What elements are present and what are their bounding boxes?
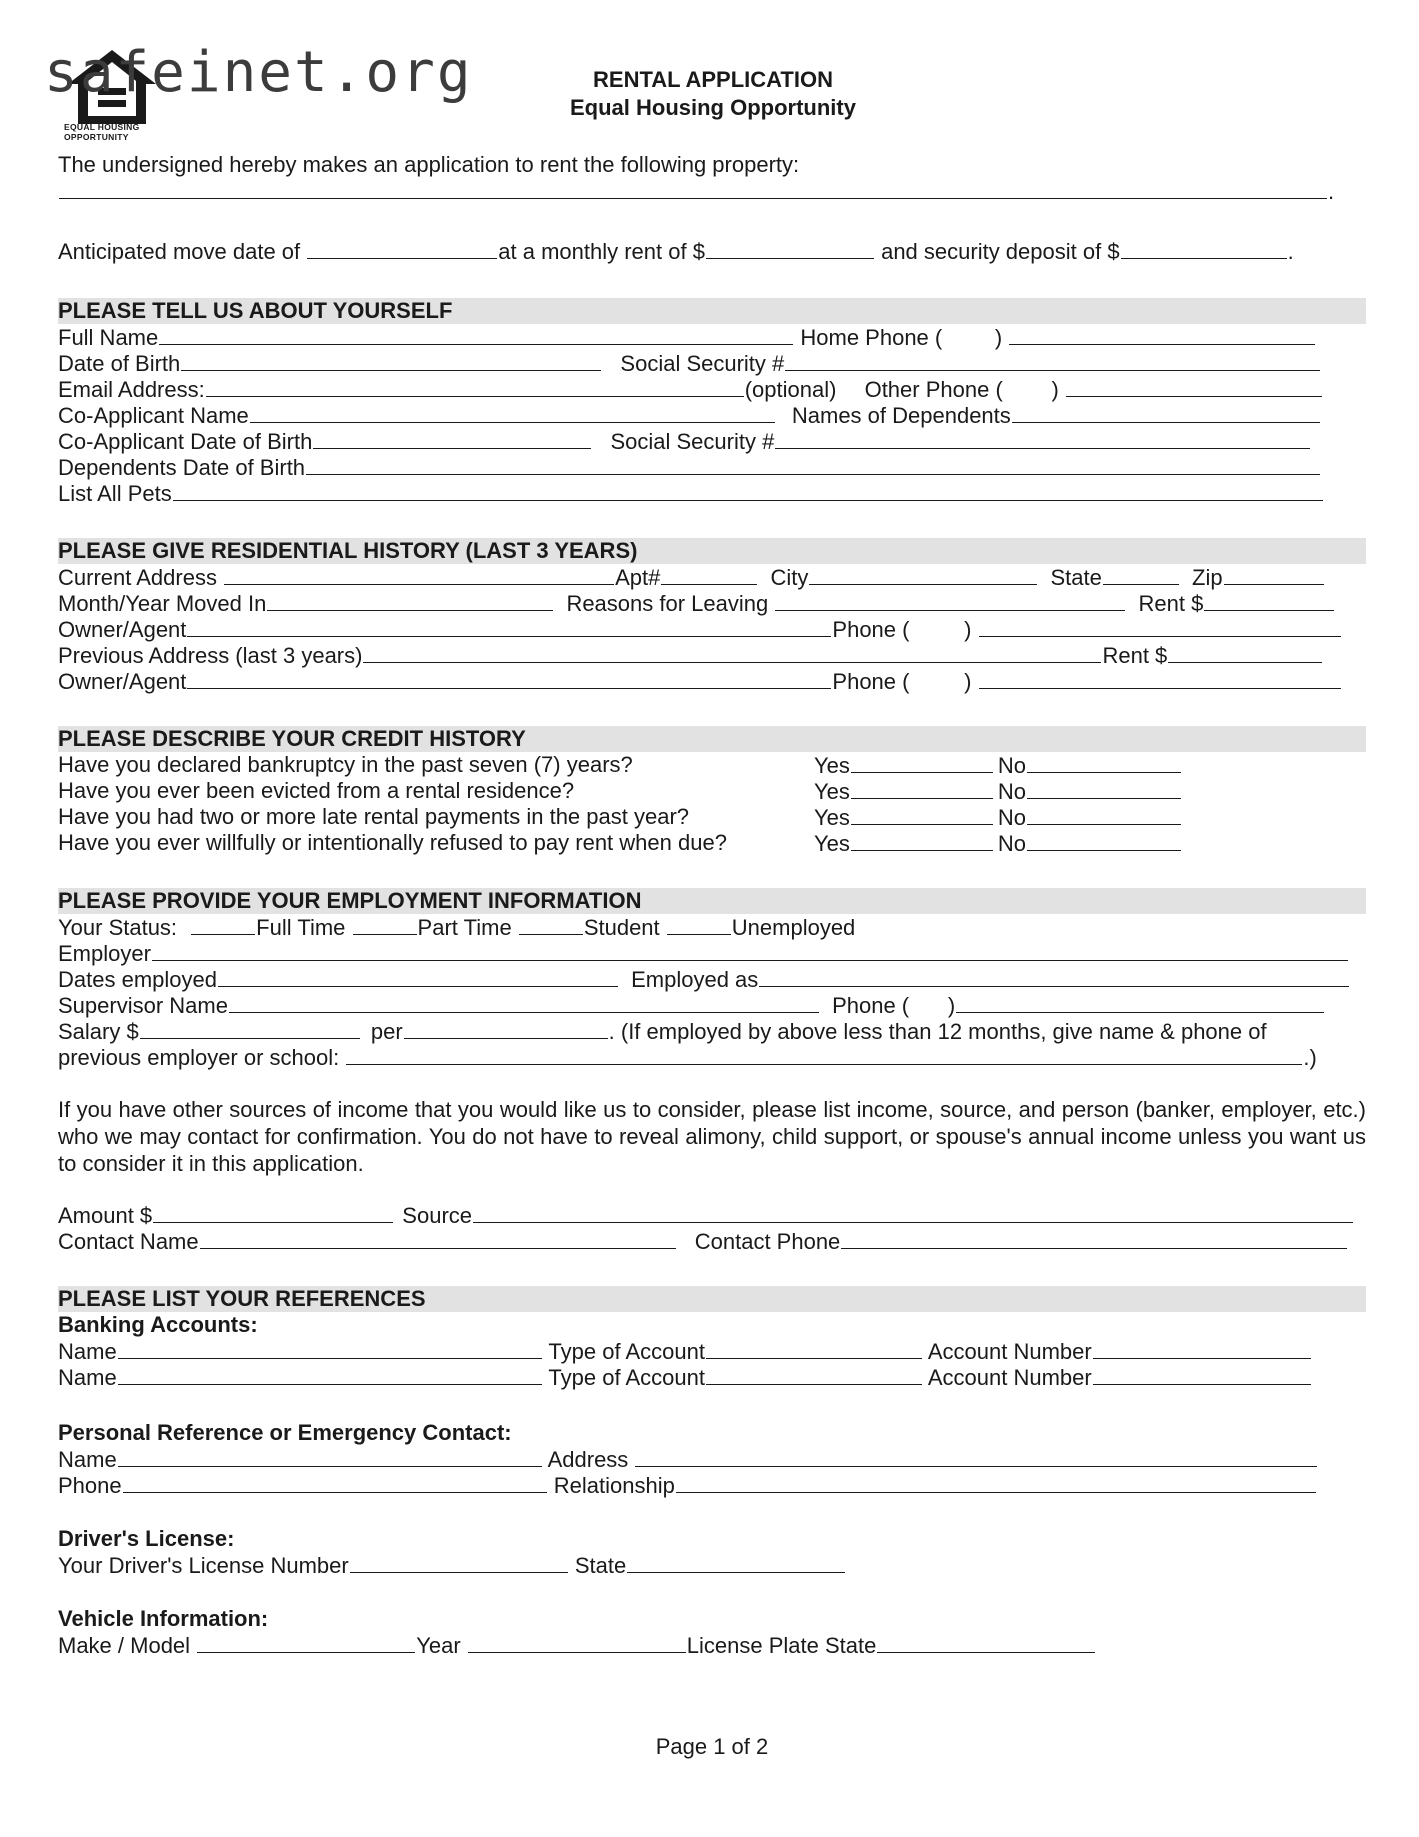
email-label: Email Address:	[58, 377, 205, 402]
no-field[interactable]	[1027, 804, 1181, 825]
state-label: State	[1050, 565, 1102, 590]
account-type-field[interactable]	[706, 1338, 922, 1359]
yes-label: Yes	[814, 831, 850, 856]
employer-label: Employer	[58, 941, 151, 966]
account-number-label: Account Number	[927, 1365, 1092, 1390]
full-name-field[interactable]	[159, 324, 793, 345]
yes-label: Yes	[814, 779, 850, 804]
rental-application-page	[44, 0, 1366, 1837]
row-full-name: Full Name Home Phone ( )	[58, 324, 1316, 350]
amount-label: Amount $	[58, 1203, 153, 1228]
pets-field[interactable]	[173, 480, 1323, 501]
current-address-label: Current Address	[58, 565, 217, 590]
coapp-dob-label: Co-Applicant Date of Birth	[58, 429, 313, 454]
personal-phone-label: Phone	[58, 1473, 122, 1498]
row-moved-in	[58, 590, 1335, 616]
full-time-label: Full Time	[256, 915, 346, 940]
deposit-label: and security deposit of $	[881, 239, 1120, 264]
salary-field[interactable]	[140, 1018, 360, 1039]
license-number-field[interactable]	[350, 1552, 568, 1573]
account-number-label: Account Number	[927, 1339, 1092, 1364]
previous-employer-field[interactable]	[346, 1044, 1302, 1065]
row-owner: Owner/Agent Phone ( )	[58, 616, 1342, 642]
section-employment: PLEASE PROVIDE YOUR EMPLOYMENT INFORMATION	[58, 888, 1366, 914]
bank-name-label: Name	[58, 1339, 117, 1364]
yes-field[interactable]	[851, 752, 993, 773]
employed-as-label: Employed as	[631, 967, 759, 992]
owner-phone-label: Phone (	[832, 617, 910, 642]
personal-name-label: Name	[58, 1447, 117, 1472]
row-owner-2: Owner/Agent Phone ( )	[58, 668, 1342, 694]
row-personal-phone	[58, 1472, 1317, 1498]
supervisor-label: Supervisor Name	[58, 993, 228, 1018]
year-label: Year	[416, 1633, 461, 1658]
owner-field[interactable]	[187, 616, 831, 637]
credit-question: Have you declared bankruptcy in the past seven (7) years?	[58, 752, 633, 777]
document-title	[538, 66, 888, 122]
row-previous-address	[58, 642, 1323, 668]
income-paragraph: If you have other sources of income that you would like us to consider, please list income, source, and person (banker, employer, etc.) who we may contact for confirmation. You do not have to reveal alimony, child support, or spouse's annual income unless you want us to consider it in this application.	[58, 1097, 1366, 1176]
coapp-name-field[interactable]	[250, 402, 775, 423]
source-field[interactable]	[473, 1202, 1353, 1223]
rent-label: Rent $	[1138, 591, 1204, 616]
unemployed-field[interactable]	[667, 914, 731, 935]
credit-question: Have you ever willfully or intentionally refused to pay rent when due?	[58, 830, 727, 855]
intro-line	[58, 152, 799, 178]
coapp-ssn-label: Social Security #	[610, 429, 775, 454]
coapp-dob-field[interactable]	[313, 428, 591, 449]
row-coapp-name	[58, 402, 1321, 428]
row-dates	[58, 966, 1350, 992]
employer-field[interactable]	[152, 940, 1348, 961]
other-phone-field[interactable]	[1066, 376, 1322, 397]
row-salary	[58, 1018, 1267, 1044]
dates-field[interactable]	[218, 966, 618, 987]
coapp-name-label: Co-Applicant Name	[58, 403, 249, 428]
full-name-label: Full Name	[58, 325, 159, 350]
closing-paren: .)	[1303, 1045, 1317, 1070]
plate-field[interactable]	[877, 1632, 1095, 1653]
yes-field[interactable]	[851, 778, 993, 799]
yes-label: Yes	[814, 753, 850, 778]
property-line: .	[58, 178, 1334, 204]
home-phone-field[interactable]	[1009, 324, 1315, 345]
no-field[interactable]	[1027, 752, 1181, 773]
row-personal-name	[58, 1446, 1318, 1472]
supervisor-field[interactable]	[229, 992, 819, 1013]
yes-field[interactable]	[851, 830, 993, 851]
row-previous-employer	[58, 1044, 1317, 1070]
previous-address-label: Previous Address (last 3 years)	[58, 643, 363, 668]
ssn-field[interactable]	[785, 350, 1320, 371]
account-type-label: Type of Account	[548, 1365, 705, 1390]
dates-label: Dates employed	[58, 967, 217, 992]
employed-as-field[interactable]	[759, 966, 1349, 987]
section-credit: PLEASE DESCRIBE YOUR CREDIT HISTORY	[58, 726, 1366, 752]
amount-field[interactable]	[153, 1202, 393, 1223]
owner2-field[interactable]	[187, 668, 831, 689]
moved-in-field[interactable]	[267, 590, 553, 611]
vehicle-heading: Vehicle Information:	[58, 1606, 269, 1631]
current-address-field[interactable]	[224, 564, 614, 585]
make-label: Make / Model	[58, 1633, 191, 1658]
contact-phone-label: Contact Phone	[694, 1229, 841, 1254]
year-field[interactable]	[468, 1632, 686, 1653]
section-about: PLEASE TELL US ABOUT YOURSELF	[58, 298, 1366, 324]
no-field[interactable]	[1027, 778, 1181, 799]
moved-in-label: Month/Year Moved In	[58, 591, 267, 616]
previous-address-field[interactable]	[363, 642, 1101, 663]
plate-label: License Plate State	[686, 1633, 877, 1658]
supervisor-phone-label: Phone (	[832, 993, 910, 1018]
personal-name-field[interactable]	[118, 1446, 542, 1467]
reasons-field[interactable]	[775, 590, 1125, 611]
credit-answer-row	[814, 804, 1182, 830]
row-vehicle	[58, 1632, 1096, 1658]
row-supervisor: Supervisor Name Phone ( )	[58, 992, 1325, 1018]
personal-phone-field[interactable]	[123, 1472, 547, 1493]
yes-field[interactable]	[851, 804, 993, 825]
row-bank-1	[58, 1338, 1312, 1364]
bank-name-label: Name	[58, 1365, 117, 1390]
city-field[interactable]	[809, 564, 1037, 585]
row-status	[58, 914, 855, 940]
account-number-field[interactable]	[1093, 1338, 1311, 1359]
status-label: Your Status:	[58, 915, 178, 940]
deposit-field[interactable]	[1121, 238, 1287, 259]
coapp-ssn-field[interactable]	[775, 428, 1310, 449]
per-label: per	[370, 1019, 403, 1044]
credit-answer-row	[814, 830, 1182, 856]
other-phone-label: Other Phone (	[864, 377, 1003, 402]
owner2-label: Owner/Agent	[58, 669, 187, 694]
bank-name-field[interactable]	[118, 1364, 542, 1385]
row-pets	[58, 480, 1324, 506]
row-bank-2	[58, 1364, 1312, 1390]
subtitle-text: Equal Housing Opportunity	[570, 95, 856, 120]
watermark: safeinet.org	[44, 40, 473, 105]
salary-label: Salary $	[58, 1019, 139, 1044]
no-field[interactable]	[1027, 830, 1181, 851]
dob-field[interactable]	[181, 350, 601, 371]
previous-employer-label: previous employer or school:	[58, 1045, 340, 1070]
no-label: No	[997, 831, 1027, 856]
personal-address-label: Address	[547, 1447, 629, 1472]
owner2-phone-label: Phone (	[832, 669, 910, 694]
no-label: No	[997, 779, 1027, 804]
section-references: PLEASE LIST YOUR REFERENCES	[58, 1286, 1366, 1312]
student-label: Student	[583, 915, 660, 940]
dependents-names-field[interactable]	[1012, 402, 1320, 423]
credit-answer-row	[814, 778, 1182, 804]
banking-heading: Banking Accounts:	[58, 1312, 258, 1337]
contact-phone-field[interactable]	[841, 1228, 1347, 1249]
dependents-dob-field[interactable]	[306, 454, 1320, 475]
previous-rent-field[interactable]	[1168, 642, 1322, 663]
row-contact	[58, 1228, 1348, 1254]
zip-field[interactable]	[1224, 564, 1324, 585]
relationship-label: Relationship	[553, 1473, 675, 1498]
move-line: Anticipated move date of at a monthly rent of $ and security deposit of $ .	[58, 239, 1294, 264]
no-label: No	[997, 753, 1027, 778]
reasons-label: Reasons for Leaving	[566, 591, 769, 616]
contact-name-field[interactable]	[200, 1228, 676, 1249]
state-field[interactable]	[1103, 564, 1179, 585]
account-type-label: Type of Account	[548, 1339, 705, 1364]
supervisor-phone-field[interactable]	[956, 992, 1324, 1013]
previous-rent-label: Rent $	[1102, 643, 1168, 668]
intro-text: The undersigned hereby makes an application to rent the following property:	[58, 152, 800, 177]
dependents-dob-label: Dependents Date of Birth	[58, 455, 306, 480]
email-field[interactable]	[206, 376, 744, 397]
student-field[interactable]	[519, 914, 583, 935]
logo-caption: EQUAL HOUSING OPPORTUNITY	[64, 122, 140, 142]
city-label: City	[770, 565, 809, 590]
title-text: RENTAL APPLICATION	[593, 67, 833, 92]
ssn-label: Social Security #	[620, 351, 785, 376]
move-date-label: Anticipated move date of	[58, 239, 301, 264]
owner-label: Owner/Agent	[58, 617, 187, 642]
license-state-field[interactable]	[627, 1552, 845, 1573]
monthly-rent-label: at a monthly rent of $	[498, 239, 705, 264]
row-email: Email Address: (optional) Other Phone ( )	[58, 376, 1323, 402]
zip-label: Zip	[1192, 565, 1223, 590]
account-type-field[interactable]	[706, 1364, 922, 1385]
make-field[interactable]	[197, 1632, 415, 1653]
move-date-field[interactable]	[307, 238, 497, 259]
relationship-field[interactable]	[676, 1472, 1316, 1493]
account-number-field[interactable]	[1093, 1364, 1311, 1385]
home-phone-label: Home Phone (	[800, 325, 943, 350]
dependents-names-label: Names of Dependents	[791, 403, 1011, 428]
rent-field[interactable]	[1204, 590, 1334, 611]
contact-name-label: Contact Name	[58, 1229, 199, 1254]
monthly-rent-field[interactable]	[706, 238, 874, 259]
credit-answer-row	[814, 752, 1182, 778]
owner2-phone-field[interactable]	[979, 668, 1341, 689]
apt-label: Apt#	[615, 565, 661, 590]
row-current-address	[58, 564, 1325, 590]
no-label: No	[997, 805, 1027, 830]
row-coapp-dob	[58, 428, 1311, 454]
license-state-label: State	[574, 1553, 627, 1578]
row-license	[58, 1552, 846, 1578]
license-number-label: Your Driver's License Number	[58, 1553, 349, 1578]
personal-address-field[interactable]	[635, 1446, 1317, 1467]
license-heading: Driver's License:	[58, 1526, 235, 1551]
unemployed-label: Unemployed	[731, 915, 856, 940]
section-residential: PLEASE GIVE RESIDENTIAL HISTORY (LAST 3 YEARS)	[58, 538, 1366, 564]
row-dependents-dob	[58, 454, 1321, 480]
property-field[interactable]	[59, 178, 1327, 199]
part-time-field[interactable]	[353, 914, 417, 935]
personal-reference-heading: Personal Reference or Emergency Contact:	[58, 1420, 512, 1445]
credit-question: Have you ever been evicted from a rental residence?	[58, 778, 575, 803]
credit-question: Have you had two or more late rental payments in the past year?	[58, 804, 690, 829]
part-time-label: Part Time	[417, 915, 512, 940]
bank-name-field[interactable]	[118, 1338, 542, 1359]
page-number: Page 1 of 2	[655, 1734, 769, 1759]
row-employer	[58, 940, 1349, 966]
pets-label: List All Pets	[58, 481, 172, 506]
row-amount	[58, 1202, 1354, 1228]
owner-phone-field[interactable]	[979, 616, 1341, 637]
full-time-field[interactable]	[191, 914, 255, 935]
employment-note: . (If employed by above less than 12 months, give name & phone of	[608, 1019, 1267, 1044]
yes-label: Yes	[814, 805, 850, 830]
source-label: Source	[402, 1203, 473, 1228]
dob-label: Date of Birth	[58, 351, 181, 376]
apt-field[interactable]	[661, 564, 757, 585]
optional-label: (optional)	[744, 377, 837, 402]
row-dob	[58, 350, 1321, 376]
per-field[interactable]	[404, 1018, 608, 1039]
